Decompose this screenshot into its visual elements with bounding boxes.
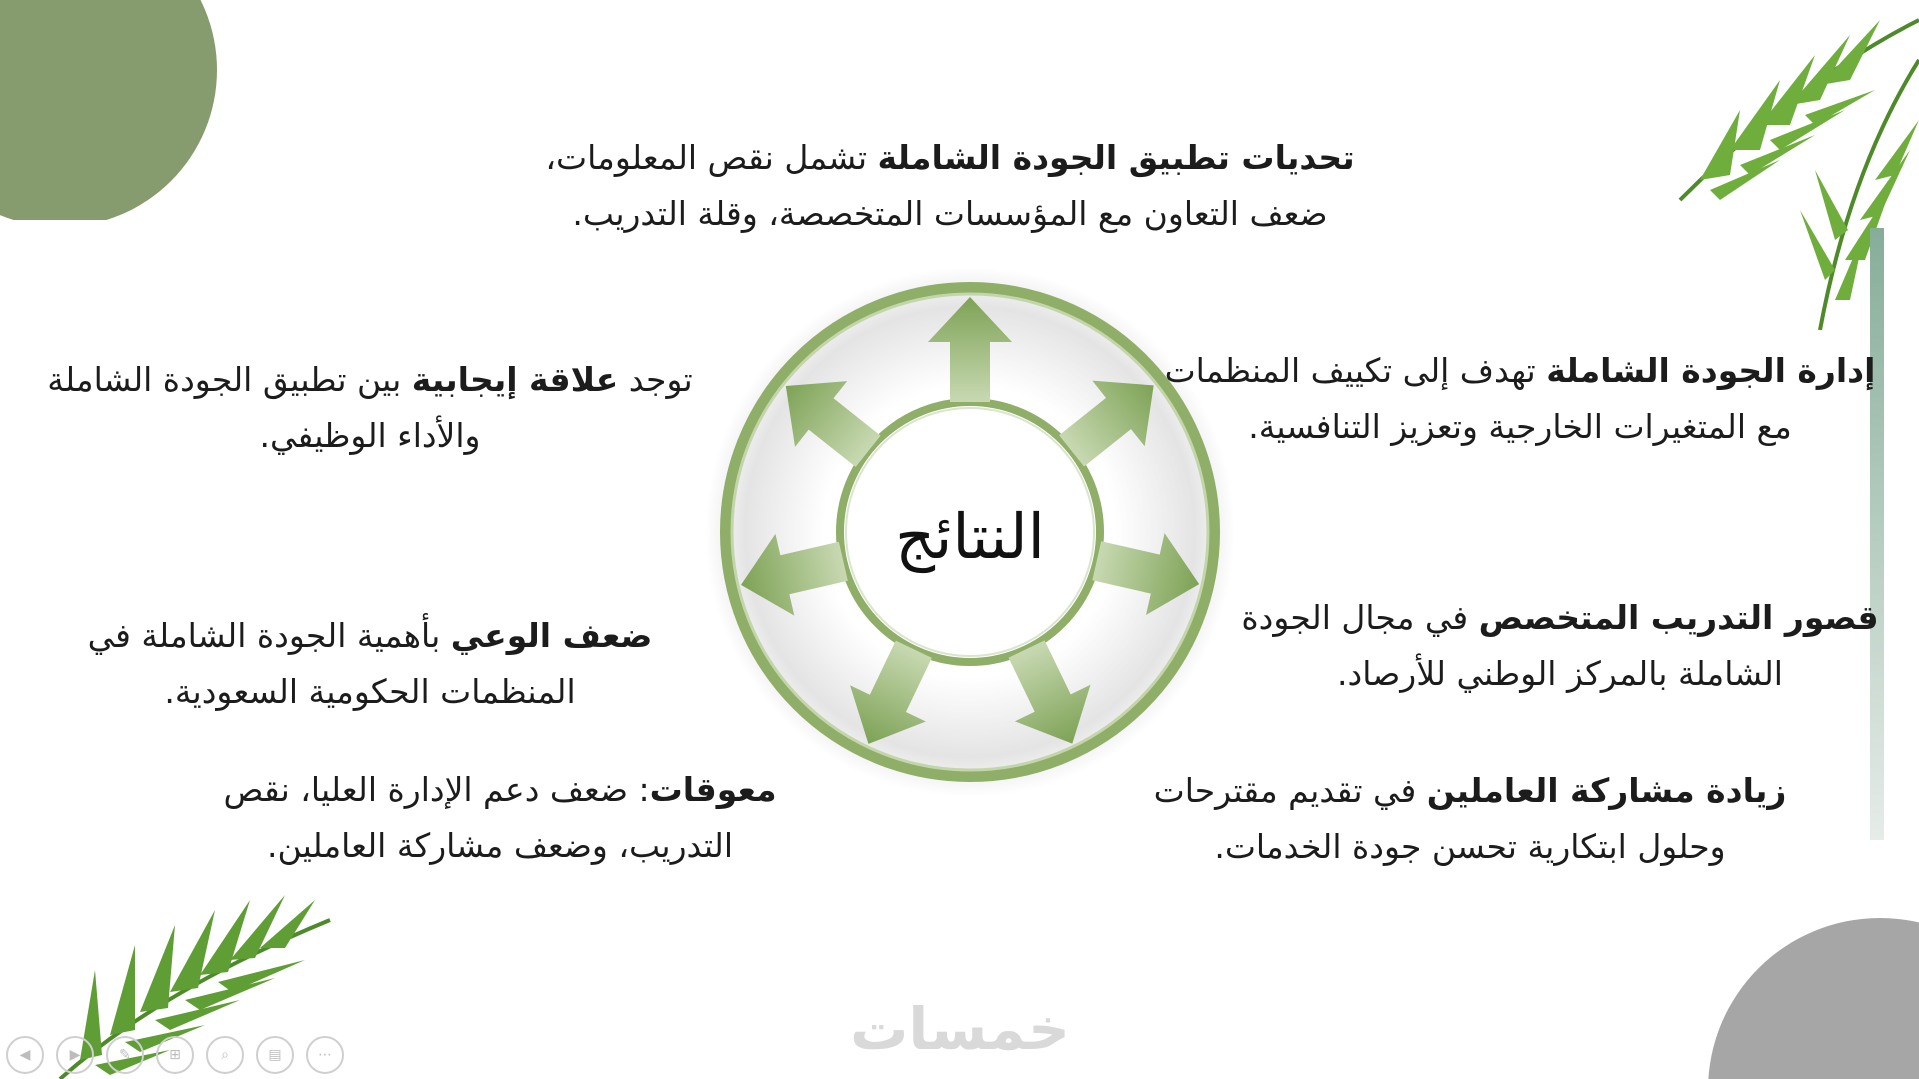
result-top-bold: تحديات تطبيق الجودة الشاملة — [877, 138, 1355, 177]
result-left-lower-line2: التدريب، وضعف مشاركة العاملين. — [266, 826, 734, 865]
result-left-middle-bold: ضعف الوعي — [450, 616, 653, 655]
subtitles-button[interactable]: ▤ — [256, 1036, 294, 1074]
result-right-upper-rest: تهدف إلى تكييف المنظمات — [1164, 351, 1547, 390]
result-left-lower-bold: معوقات — [649, 770, 777, 809]
result-right-middle-line2: الشاملة بالمركز الوطني للأرصاد. — [1337, 654, 1783, 693]
right-accent-bar — [1870, 228, 1884, 840]
result-right-upper — [1160, 343, 1880, 455]
result-right-upper-line2: مع المتغيرات الخارجية وتعزيز التنافسية. — [1248, 407, 1792, 446]
result-left-middle-line2: المنظمات الحكومية السعودية. — [164, 672, 576, 711]
result-left-middle — [60, 608, 680, 720]
result-top — [500, 130, 1400, 242]
zoom-button[interactable]: ⌕ — [206, 1036, 244, 1074]
result-left-lower — [170, 762, 830, 874]
result-right-middle-bold: قصور التدريب المتخصص — [1478, 598, 1879, 637]
pen-tool-button[interactable]: ✎ — [106, 1036, 144, 1074]
result-right-lower-bold: زيادة مشاركة العاملين — [1426, 771, 1787, 810]
result-left-upper-pre: توجد — [618, 360, 693, 399]
see-all-slides-button[interactable]: ⊞ — [156, 1036, 194, 1074]
result-left-lower-rest: : ضعف دعم الإدارة العليا، نقص — [223, 770, 650, 809]
center-label: النتائج — [895, 500, 1045, 573]
result-right-upper-bold: إدارة الجودة الشاملة — [1546, 351, 1876, 390]
result-left-upper-line2: والأداء الوظيفي. — [259, 416, 481, 455]
next-slide-button[interactable]: ▶ — [56, 1036, 94, 1074]
previous-slide-button[interactable]: ◀ — [6, 1036, 44, 1074]
slideshow-toolbar — [6, 1036, 344, 1076]
result-right-lower — [1120, 763, 1820, 875]
result-top-rest: تشمل نقص المعلومات، — [545, 138, 878, 177]
result-right-middle — [1210, 590, 1910, 702]
result-top-line2: ضعف التعاون مع المؤسسات المتخصصة، وقلة التدريب. — [572, 194, 1328, 233]
more-options-button[interactable]: ⋯ — [306, 1036, 344, 1074]
bottom-right-circle — [1680, 880, 1919, 1079]
result-right-lower-line2: وحلول ابتكارية تحسن جودة الخدمات. — [1214, 827, 1726, 866]
result-right-middle-rest: في مجال الجودة — [1241, 598, 1479, 637]
result-left-upper-bold: علاقة إيجابية — [411, 360, 619, 399]
result-left-upper — [20, 352, 720, 464]
top-left-circle — [0, 0, 230, 220]
result-left-upper-rest: بين تطبيق الجودة الشاملة — [47, 360, 412, 399]
result-right-lower-rest: في تقديم مقترحات — [1153, 771, 1427, 810]
watermark-logo: خمسات — [850, 995, 1070, 1063]
result-left-middle-rest: بأهمية الجودة الشاملة في — [87, 616, 451, 655]
